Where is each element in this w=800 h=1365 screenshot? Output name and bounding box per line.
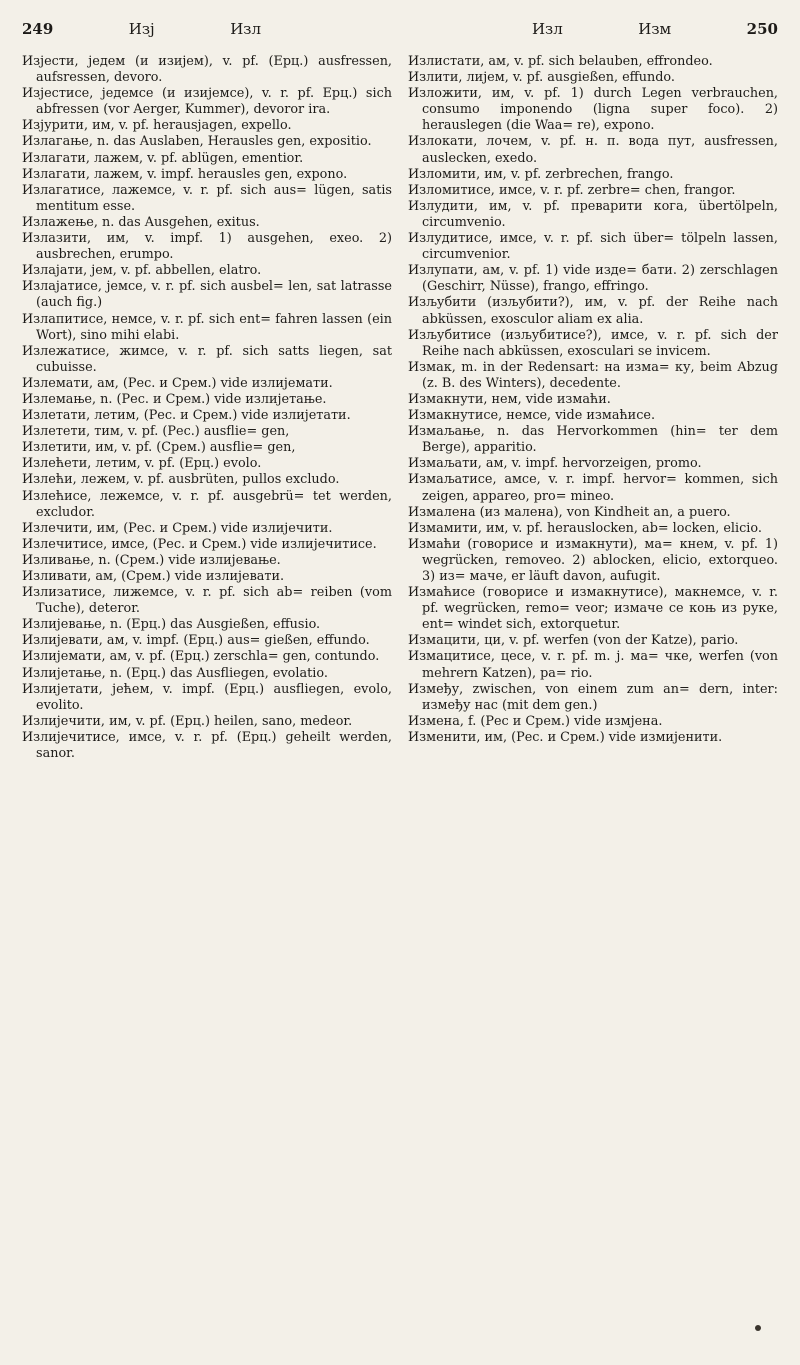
dictionary-entry: Измацитисе, цесе, v. r. pf. m. j. ма= чке, werfen (von mehrern Katzen), pa= rio. bbox=[408, 649, 778, 681]
dictionary-entry: Излајатисе, јемсе, v. r. pf. sich ausbel= len, sat latrasse (auch fig.) bbox=[22, 279, 392, 311]
dictionary-entry: Измакнути, нем, vide измаћи. bbox=[408, 391, 611, 407]
dictionary-entry: Између, zwischen, von einem zum an= dern, inter: између нас (mit dem gen.) bbox=[408, 681, 778, 713]
dictionary-entry: Изложити, им, v. pf. 1) durch Legen verbrauchen, consumo imponendo (ligna super foco). 2) herauslegen (die Waa= re), expono. bbox=[408, 86, 778, 134]
dictionary-entry: Изменити, им, (Рес. и Срем.) vide измијенити. bbox=[408, 729, 723, 745]
dictionary-entry: Излијевање, n. (Ерц.) das Ausgießen, effusio. bbox=[22, 617, 321, 633]
dictionary-entry: Излечитисе, имсе, (Рес. и Срем.) vide излијечитисе. bbox=[22, 536, 377, 552]
dictionary-entry: Изјести, једем (и изијем), v. pf. (Ерц.) ausfressen, aufsressen, devoro. bbox=[22, 54, 392, 86]
dictionary-entry: Излајати, јем, v. pf. abbellen, elatro. bbox=[22, 263, 262, 279]
dictionary-entry: Излијетати, јећем, v. impf. (Ерц.) ausfliegen, evolo, evolito. bbox=[22, 681, 392, 713]
dictionary-entry: Излемање, n. (Рес. и Срем.) vide излијетање. bbox=[22, 391, 327, 407]
dictionary-entry: Излистати, ам, v. pf. sich belauben, effrondeo. bbox=[408, 54, 713, 69]
left-page-number: 249 bbox=[22, 20, 54, 38]
dictionary-entry: Измацити, ци, v. pf. werfen (von der Katze), pario. bbox=[408, 633, 739, 649]
dictionary-entry: Излупати, ам, v. pf. 1) vide изде= бати. 2) zerschlagen (Geschirr, Nüsse), frango, effringo. bbox=[408, 263, 778, 295]
dictionary-entry: Измаћисе (говорисе и измакнутисе), макнемсе, v. r. pf. wegrücken, remo= veor; измаче се коњ из руке, ent= windet sich, extorquetur. bbox=[408, 585, 778, 633]
dictionary-entry: Измаљатисе, амсе, v. r. impf. hervor= kommen, sich zeigen, appareo, pro= mineo. bbox=[408, 472, 778, 504]
dictionary-entry: Измак, m. in der Redensart: на изма= ку, beim Abzug (z. B. des Winters), decedente. bbox=[408, 359, 778, 391]
dictionary-entry: Излећисе, лежемсе, v. r. pf. ausgebrü= tet werden, excludor. bbox=[22, 488, 392, 520]
dictionary-entry: Измакнутисе, немсе, vide измаћисе. bbox=[408, 408, 656, 424]
dictionary-entry: Излагати, лажем, v. pf. ablügen, ementior. bbox=[22, 150, 304, 166]
dictionary-entry: Измена, f. (Рес и Срем.) vide измјена. bbox=[408, 713, 663, 729]
dictionary-entry: Измаћи (говорисе и измакнути), ма= кнем, v. pf. 1) wegrücken, removeo. 2) ablocken, elicio, extorqueo. 3) из= маче, er läuft davon, aufugit. bbox=[408, 536, 778, 584]
left-guide-word-2: Изл bbox=[230, 20, 261, 38]
dictionary-entry: Изломити, им, v. pf. zerbrechen, frango. bbox=[408, 166, 674, 182]
ink-spot-mark bbox=[755, 1325, 761, 1331]
dictionary-entry: Излећи, лежем, v. pf. ausbrüten, pullos excludo. bbox=[22, 472, 340, 488]
dictionary-entry: Изливати, ам, (Срем.) vide излијевати. bbox=[22, 569, 285, 584]
dictionary-entry: Излагати, лажем, v. impf. herausles gen, expono. bbox=[22, 166, 348, 182]
dictionary-entry: Излијечити, им, v. pf. (Ерц.) heilen, sano, medeor. bbox=[22, 713, 353, 729]
dictionary-entry: Излизатисе, лижемсе, v. r. pf. sich ab= reiben (vom Tuche), deteror. bbox=[22, 585, 392, 617]
dictionary-entry: Излагатисе, лажемсе, v. r. pf. sich aus= lügen, satis mentitum esse. bbox=[22, 182, 392, 214]
left-column bbox=[22, 54, 392, 762]
dictionary-entry: Изљубити (изљубити?), им, v. pf. der Reihe nach abküssen, exosculor aliam ex alia. bbox=[408, 295, 778, 327]
dictionary-entry: Излазити, им, v. impf. 1) ausgehen, exeo. 2) ausbrechen, erumpo. bbox=[22, 231, 392, 263]
right-column bbox=[408, 54, 778, 762]
dictionary-entry: Излапитисе, немсе, v. r. pf. sich ent= fahren lassen (ein Wort), sino mihi elabi. bbox=[22, 311, 392, 343]
dictionary-entry: Излемати, ам, (Рес. и Срем.) vide излијемати. bbox=[22, 375, 333, 391]
dictionary-entry: Излежатисе, жимсе, v. r. pf. sich satts liegen, sat cubuisse. bbox=[22, 343, 392, 375]
dictionary-entry: Излијечитисе, имсе, v. r. pf. (Ерц.) geheilt werden, sanor. bbox=[22, 729, 392, 762]
dictionary-entry: Измалена (из малена), von Kindheit an, a puero. bbox=[408, 504, 731, 520]
dictionary-entry: Излијевати, ам, v. impf. (Ерц.) aus= gießen, effundo. bbox=[22, 633, 370, 649]
dictionary-entry: Изјестисе, једемсе (и изијемсе), v. r. pf. Ерц.) sich abfressen (vor Aerger, Kummer), devoror ira. bbox=[22, 86, 392, 118]
dictionary-entry: Излудити, им, v. pf. преварити кога, übertölpeln, circumvenio. bbox=[408, 198, 778, 230]
dictionary-entry: Изливање, n. (Срем.) vide излијевање. bbox=[22, 552, 281, 568]
dictionary-entry: Измамити, им, v. pf. herauslocken, ab= locken, elicio. bbox=[408, 520, 762, 536]
left-guide-word-1: Изј bbox=[128, 20, 155, 38]
dictionary-entry: Излетети, тим, v. pf. (Рес.) ausflie= gen, bbox=[22, 424, 290, 440]
right-guide-word-1: Изл bbox=[531, 20, 563, 38]
dictionary-entry: Излечити, им, (Рес. и Срем.) vide излијечити. bbox=[22, 520, 333, 536]
dictionary-entry: Изљубитисе (изљубитисе?), имсе, v. r. pf. sich der Reihe nach abküssen, exosculari se invicem. bbox=[408, 327, 778, 359]
dictionary-entry: Излетати, летим, (Рес. и Срем.) vide излијетати. bbox=[22, 408, 351, 424]
dictionary-entry: Изјурити, им, v. pf. herausjagen, expello. bbox=[22, 118, 292, 134]
dictionary-entry: Излагање, n. das Auslaben, Herausles gen, expositio. bbox=[22, 134, 372, 150]
two-column-body bbox=[22, 54, 778, 762]
dictionary-entry: Излијемати, ам, v. pf. (Ерц.) zerschla= gen, contundo. bbox=[22, 649, 380, 665]
dictionary-entry: Излијетање, n. (Ерц.) das Ausfliegen, evolatio. bbox=[22, 665, 328, 681]
right-page-number: 250 bbox=[746, 20, 778, 38]
right-guide-word-2: Изм bbox=[638, 20, 672, 38]
dictionary-entry: Излудитисе, имсе, v. r. pf. sich über= tölpeln lassen, circumvenior. bbox=[408, 231, 778, 263]
dictionary-entry: Изломитисе, имсе, v. r. pf. zerbre= chen, frangor. bbox=[408, 182, 736, 198]
dictionary-entry: Излити, лијем, v. pf. ausgießen, effundo. bbox=[408, 70, 675, 86]
dictionary-entry: Излажење, n. das Ausgehen, exitus. bbox=[22, 214, 260, 230]
running-header bbox=[22, 20, 778, 50]
dictionary-entry: Измаљати, ам, v. impf. hervorzeigen, promo. bbox=[408, 456, 702, 472]
dictionary-entry: Измаљање, n. das Hervorkommen (hin= ter dem Berge), apparitio. bbox=[408, 424, 778, 456]
dictionary-entry: Излетити, им, v. pf. (Срем.) ausflie= gen, bbox=[22, 440, 296, 456]
dictionary-entry: Излокати, лочем, v. pf. н. п. вода пут, ausfressen, auslecken, exedo. bbox=[408, 134, 778, 166]
dictionary-entry: Излећети, летим, v. pf. (Ерц.) evolo. bbox=[22, 456, 262, 472]
